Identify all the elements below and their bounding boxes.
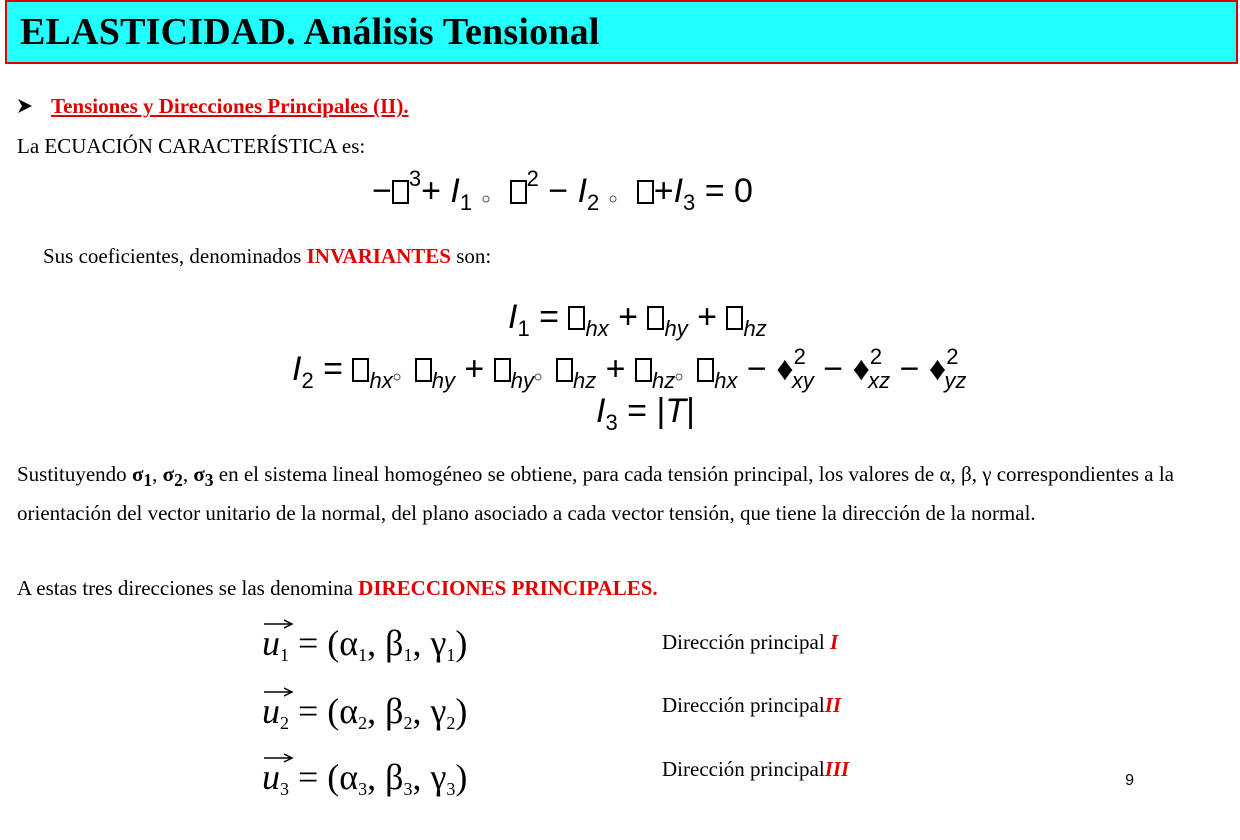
sigma-symbol [637,180,654,204]
alpha-index: 2 [358,713,368,733]
sigma-letter: σ [193,462,205,486]
sigma-3 [193,462,214,491]
vector-u1 [262,622,467,666]
eq-I3: I [673,172,684,210]
sigma-symbol [415,358,432,382]
i2-sq: 2 [946,344,959,369]
invariant-i1 [508,298,767,342]
eq-exp2: 2 [526,166,539,191]
i1-term1: hx [585,316,609,341]
vector-index: 2 [280,713,289,733]
i2-minus: − [890,350,929,388]
product-dot-icon [482,174,510,198]
direction-label-3 [662,757,849,782]
eq-sub1: 1 [459,190,473,215]
i2-minus: − [813,350,853,388]
i1-index: 1 [517,316,530,341]
vector-u2 [262,690,467,734]
sigma-symbol [726,306,743,330]
product-dot-icon [393,352,415,376]
direcciones-principales-highlight: DIRECCIONES PRINCIPALES. [358,576,658,600]
eq-sub2: 2 [587,190,600,215]
direction-roman: I [829,630,839,654]
eq-plus-3: + [653,172,674,210]
beta-index: 3 [403,779,413,799]
sigma-letter: σ [162,462,175,486]
vector-gamma: , γ [412,623,447,663]
vector-index: 1 [280,645,289,665]
sigma-1 [131,462,153,491]
i2-e: hz [651,368,676,393]
beta-index: 2 [403,713,413,733]
sigma-1-index: 1 [143,470,153,491]
direction-label-text: Dirección principal [662,693,825,717]
i3-bar2: | [686,392,695,430]
sigma-symbol [697,358,714,382]
vector-gamma: , γ [412,757,447,797]
vector-gamma: , γ [412,691,447,731]
vector-arrow-icon [262,752,296,764]
vector-close: ) [455,691,468,731]
eq-minus: − [372,172,392,210]
i1-term2: hy [664,316,688,341]
i3-symbol: I [596,392,606,430]
product-dot-icon [675,352,697,376]
sigma-letter: σ [131,462,144,486]
characteristic-equation [372,166,753,216]
sigma-symbol [510,180,527,204]
invariantes-highlight: INVARIANTES [306,244,451,268]
product-dot-icon [534,352,556,376]
i2-c: hy [510,368,534,393]
vector-beta: , β [367,691,404,731]
direction-label-1 [662,630,838,655]
gamma-index: 2 [446,713,456,733]
i2-s1: xy [791,368,814,393]
i2-sq: 2 [869,344,883,369]
i3-index: 3 [605,410,618,435]
direction-roman: III [824,757,850,781]
sigma-symbol [352,358,369,382]
eq-exp3: 3 [408,166,422,191]
direction-label-text: Dirección principal [662,630,830,654]
i2-s3: yz [944,368,967,393]
beta-index: 1 [403,645,413,665]
vector-close: ) [455,757,468,797]
i1-plus: + [687,298,727,336]
vector-u: u [262,757,280,797]
eq-equals-zero: = 0 [695,172,753,210]
coefficients-prefix: Sus coeficientes, denominados [43,244,307,268]
vector-index: 3 [280,779,289,799]
sigma-symbol [568,306,585,330]
i2-index: 2 [301,368,314,393]
p1-start: Sustituyendo [17,462,132,486]
gamma-index: 1 [446,645,456,665]
i2-plus: + [596,350,635,388]
i2-f: hx [714,368,738,393]
page-number: 9 [1125,772,1134,789]
arrowhead-bullet-icon [17,94,51,119]
title-bar [5,0,1238,64]
vector-u3 [262,756,467,800]
paragraph-sustituyendo [17,458,1223,530]
sigma-symbol [556,358,573,382]
gamma-index: 3 [446,779,456,799]
i2-a: hx [369,368,393,393]
section-heading [17,94,409,119]
i2-b: hy [431,368,455,393]
eq-plus: + [421,172,451,210]
direction-label-text: Dirección principal [662,757,825,781]
tau-symbol: ♦ [928,350,947,388]
vector-arrow-icon [262,686,296,698]
invariant-i2 [292,344,967,394]
sigma-2 [162,462,183,491]
p1-comma: , [182,462,194,486]
vector-close: ) [455,623,468,663]
vector-u: u [262,691,280,731]
eq-minus-2: − [538,172,578,210]
i1-symbol: I [508,298,518,336]
sigma-3-index: 3 [204,470,214,491]
i2-equals: = [313,350,353,388]
direction-roman: II [824,693,842,717]
section-heading-text: Tensiones y Direcciones Principales (II). [51,94,409,118]
p2-prefix: A estas tres direcciones se las denomina [17,576,359,600]
p1-comma: , [152,462,163,486]
page-title: ELASTICIDAD. Análisis Tensional [20,11,600,53]
paragraph-direcciones [17,576,658,601]
vector-beta: , β [367,757,404,797]
vector-alpha: = (α [298,691,359,731]
sigma-2-index: 2 [174,470,183,491]
i1-equals: = [529,298,569,336]
vector-beta: , β [367,623,404,663]
vector-u: u [262,623,280,663]
i1-plus: + [608,298,648,336]
i3-equals: = [617,392,657,430]
i2-s2: xz [868,368,891,393]
tau-symbol: ♦ [776,350,794,388]
p1-rest: en el sistema lineal homogéneo se obtiene, para cada tensión principal, los valores de α, β, γ correspondientes a la orientación del vector unitario de la normal, del plano asociado a cada vector tensión, que tiene la dirección de la normal. [17,462,1174,526]
i2-sq: 2 [793,344,806,369]
product-dot-icon [609,174,637,198]
eq-I2: I [577,172,588,210]
vector-arrow-icon [262,618,296,630]
i1-term3: hz [743,316,767,341]
coefficients-text [43,244,491,269]
i3-T: T [665,392,687,430]
alpha-index: 3 [358,779,368,799]
i2-d: hz [572,368,597,393]
invariant-i3 [596,392,695,436]
direction-label-2 [662,693,841,718]
tau-symbol: ♦ [852,350,870,388]
i2-minus: − [737,350,777,388]
eq-sub3: 3 [683,190,696,215]
alpha-index: 1 [358,645,368,665]
sigma-symbol [647,306,664,330]
sigma-symbol [494,358,511,382]
vector-alpha: = (α [298,623,359,663]
coefficients-suffix: son: [450,244,492,268]
vector-alpha: = (α [298,757,359,797]
eq-I1: I [450,172,460,210]
sigma-symbol [635,358,652,382]
i2-plus: + [454,350,494,388]
sigma-symbol [392,180,409,204]
i3-bar: | [656,392,666,430]
intro-text: La ECUACIÓN CARACTERÍSTICA es: [17,134,366,158]
i2-symbol: I [292,350,302,388]
